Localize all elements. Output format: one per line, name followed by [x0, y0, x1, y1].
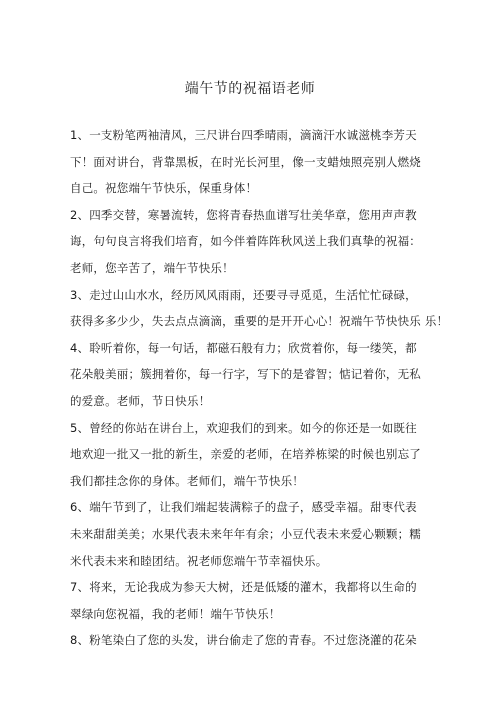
text-line: 的爱意。老师，节日快乐！ [70, 393, 211, 408]
text-line: 获得多多少少，失去点点滴滴，重要的是开开心心！祝端午节快快乐 乐！ [70, 314, 448, 329]
text-line: 8、粉笔染白了您的头发，讲台偷走了您的青春。不过您浇灌的花朵 [70, 633, 417, 648]
text-line: 2、四季交替，寒暑流转，您将青春热血谱写壮美华章，您用声声教 [70, 207, 417, 222]
text-line: 地欢迎一批又一批的新生，亲爱的老师，在培养栋梁的时候也别忘了 [70, 447, 421, 462]
text-line: 未来甜甜美美；水果代表未来年年有余；小豆代表未来爱心颗颗；糯 [70, 526, 421, 541]
text-line: 老师，您辛苦了，端午节快乐！ [70, 260, 234, 275]
text-line: 3、走过山山水水，经历风风雨雨，还要寻寻觅觅，生活忙忙碌碌， [70, 287, 417, 302]
text-line: 1、一支粉笔两袖清风，三尺讲台四季晴雨，滴滴汗水诚滋桃李芳天 [70, 128, 417, 142]
text-line: 5、曾经的你站在讲台上，欢迎我们的到来。如今的你还是一如既往 [70, 420, 417, 435]
text-line: 米代表未来和睦团结。祝老师您端午节幸福快乐。 [70, 553, 328, 568]
text-line: 花朵般美丽；簇拥着你，每一行字，写下的是睿智；惦记着你，无私 [70, 367, 421, 382]
text-line: 6、端午节到了，让我们端起装满粽子的盘子，感受幸福。甜枣代表 [70, 500, 417, 515]
text-line: 翠绿向您祝福，我的老师！端午节快乐！ [70, 606, 281, 621]
text-line: 我们都挂念你的身体。老师们，端午节快乐！ [70, 473, 304, 488]
text-line: 下！面对讲台，背靠黑板，在时光长河里，像一支蜡烛照亮别人燃烧 [70, 154, 421, 169]
text-line: 诲，句句良言将我们培育，如今伴着阵阵秋风送上我们真挚的祝福： [70, 234, 421, 249]
text-line: 4、聆听着你，每一句话，都磁石般有力；欣赏着你，每一缕笑，都 [70, 340, 417, 355]
document-body [70, 122, 448, 654]
text-line: 7、将来，无论我成为参天大树，还是低矮的灌木，我都将以生命的 [70, 580, 417, 595]
document-title: 端午节的祝福语老师 [184, 81, 316, 97]
text-line: 自己。祝您端午节快乐，保重身体！ [70, 181, 258, 196]
